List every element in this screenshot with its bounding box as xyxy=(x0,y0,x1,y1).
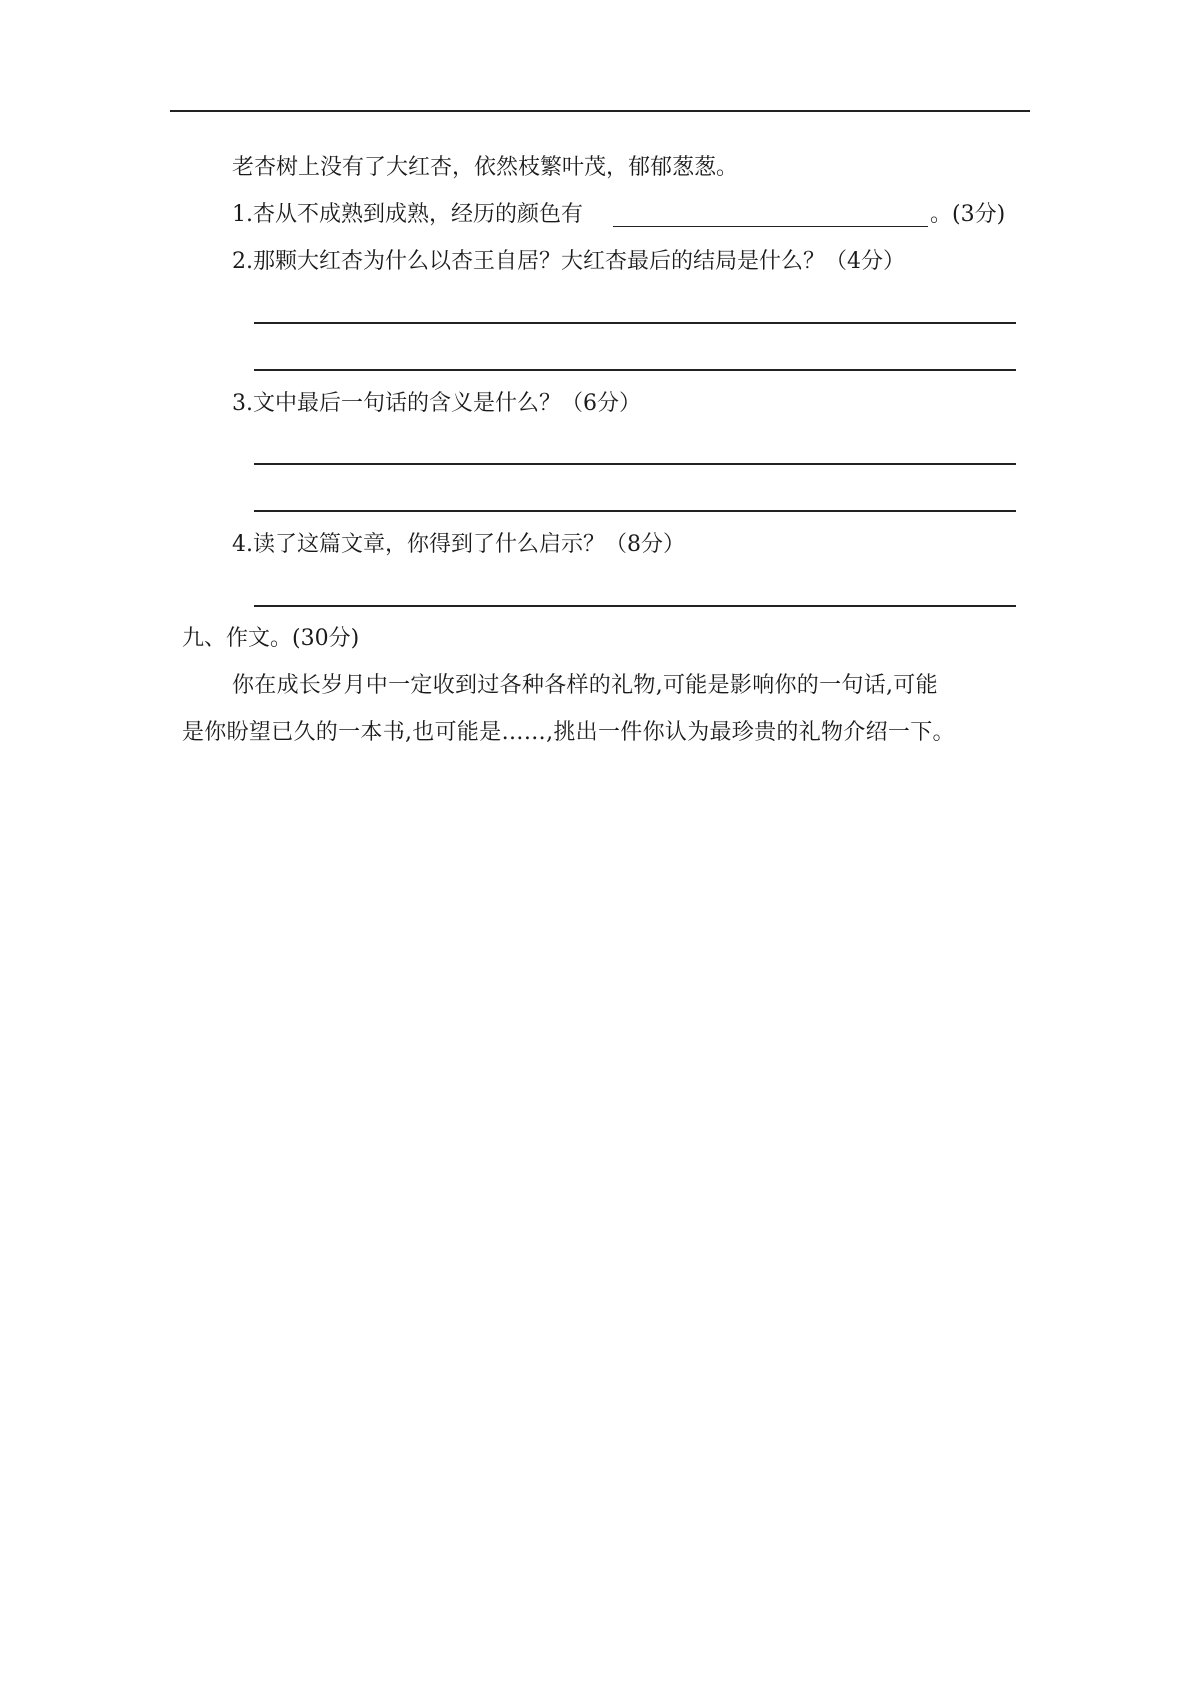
question-4-text: 4.读了这篇文章，你得到了什么启示？（8分） xyxy=(232,532,685,557)
question-3-answer-line-1[interactable] xyxy=(254,463,1016,465)
question-2-answer-line-1[interactable] xyxy=(254,322,1016,324)
question-2-answer-line-2[interactable] xyxy=(254,369,1016,371)
question-1-answer-blank[interactable] xyxy=(613,226,928,227)
question-3-text: 3.文中最后一句话的含义是什么？（6分） xyxy=(232,391,641,416)
question-2-text: 2.那颗大红杏为什么以杏王自居？大红杏最后的结局是什么？（4分） xyxy=(232,249,905,274)
section-nine-heading: 九、作文。(30分) xyxy=(182,626,360,651)
header-rule xyxy=(170,110,1030,112)
question-4-answer-line-1[interactable] xyxy=(254,605,1016,607)
question-1-text: 1.杏从不成熟到成熟，经历的颜色有 xyxy=(232,202,583,227)
passage-last-line: 老杏树上没有了大红杏，依然枝繁叶茂，郁郁葱葱。 xyxy=(232,155,739,180)
question-3-answer-line-2[interactable] xyxy=(254,510,1016,512)
question-1-points: 。(3分) xyxy=(930,202,1006,227)
section-nine-prompt-line-2: 是你盼望已久的一本书,也可能是……,挑出一件你认为最珍贵的礼物介绍一下。 xyxy=(182,720,955,745)
section-nine-prompt-line-1: 你在成长岁月中一定收到过各种各样的礼物,可能是影响你的一句话,可能 xyxy=(232,673,938,698)
